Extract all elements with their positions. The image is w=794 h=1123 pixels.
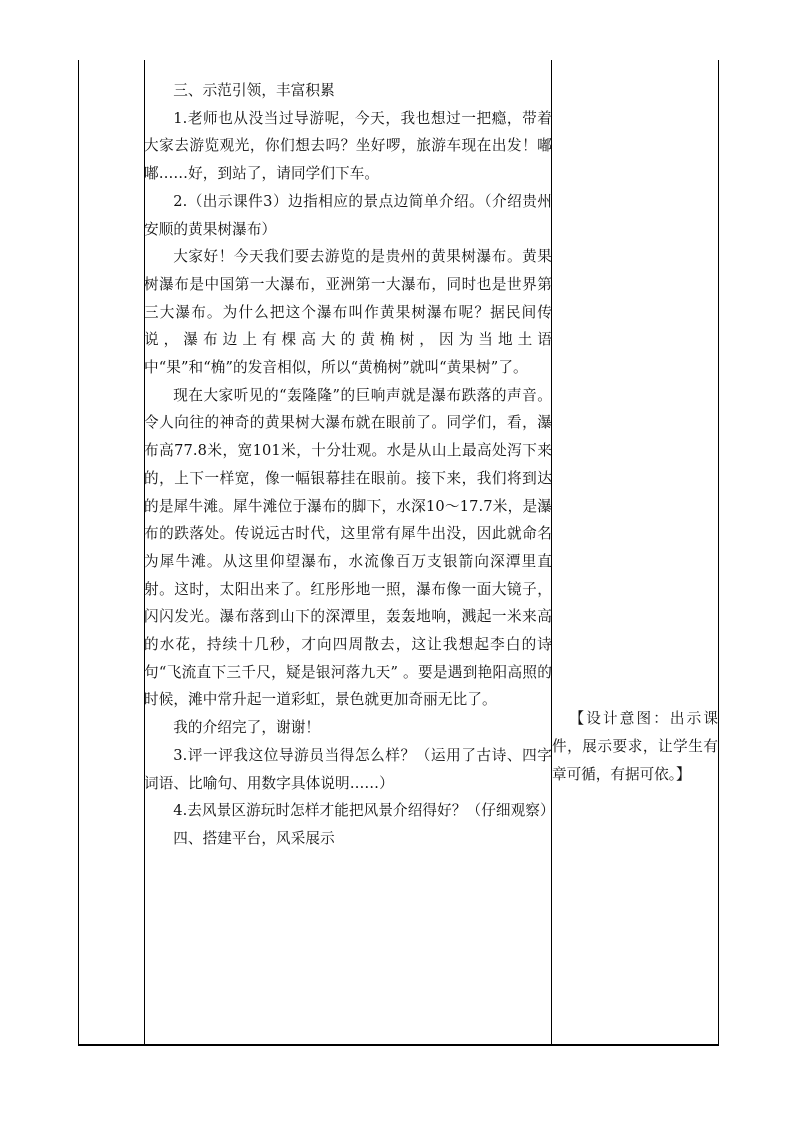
step-4-text: 4.去风景区游玩时怎样才能把风景介绍得好？（仔细观察）: [173, 802, 555, 820]
table-border-left: [78, 60, 79, 1046]
guide-intro-paragraph-2: 现在大家听见的“轰隆隆”的巨响声就是瀑布跌落的声音。令人向往的神奇的黄果树大瀑布就在眼前了。同学们，看，瀑布高77.8米，宽101米，十分壮观。水是从山上最高处泻下来的，上下一样宽，像一幅银幕挂在眼前。接下来，我们将到达的是犀牛滩。犀牛滩位于瀑布的脚下，水深10～17.7米，是瀑布的跌落处。传说远古时代，这里常有犀牛出没，因此就命名为犀牛滩。从这里仰望瀑布，水流像百万支银箭向深潭里直射。这时，太阳出来了。红彤彤地一照，瀑布像一面大镜子，闪闪发光。瀑布落到山下的深潭里，轰轰地响，溅起一米来高的水花，持续十几秒，才向四周散去，这让我想起李白的诗句“飞流直下三千尺，疑是银河落九天” 。要是遇到艳阳高照的时候，滩中常升起一道彩虹，景色就更加奇丽无比了。: [144, 386, 552, 709]
section-3-heading: 三、示范引领，丰富积累: [173, 82, 335, 99]
step-1-text: 1.老师也从没当过导游呢，今天，我也想过一把瘾，带着大家去游览观光，你们想去吗？坐好啰，旅游车现在出发！嘟嘟……好，到站了，请同学们下车。: [144, 109, 552, 183]
section-4-heading: 四、搭建平台，风采展示: [173, 829, 335, 847]
table-border-bottom: [78, 1044, 719, 1046]
guide-intro-closing: 我的介绍完了，谢谢！: [173, 719, 321, 737]
step-3-text: 3.评一评我这位导游员当得怎么样？（运用了古诗、四字词语、比喻句、用数字具体说明……）: [144, 746, 552, 792]
lesson-plan-table: [78, 60, 719, 1046]
step-2-text: 2.（出示课件3）边指相应的景点边简单介绍。（介绍贵州安顺的黄果树瀑布）: [144, 192, 552, 238]
design-intent-note: 【设计意图：出示课件，展示要求，让学生有章可循，有据可依。】: [552, 710, 718, 783]
guide-intro-paragraph-1: 大家好！今天我们要去游览的是贵州的黄果树瀑布。黄果树瀑布是中国第一大瀑布，亚洲第一大瀑布，同时也是世界第三大瀑布。为什么把这个瀑布叫作黄果树瀑布呢？据民间传说，瀑布边上有棵高大的黄桷树，因为当地土语中“果”和“桷”的发音相似，所以“黄桷树”就叫“黄果树”了。: [144, 248, 552, 377]
design-intent-cell: [552, 705, 718, 789]
teaching-process-cell: [144, 77, 555, 853]
table-border-right: [718, 60, 719, 1046]
